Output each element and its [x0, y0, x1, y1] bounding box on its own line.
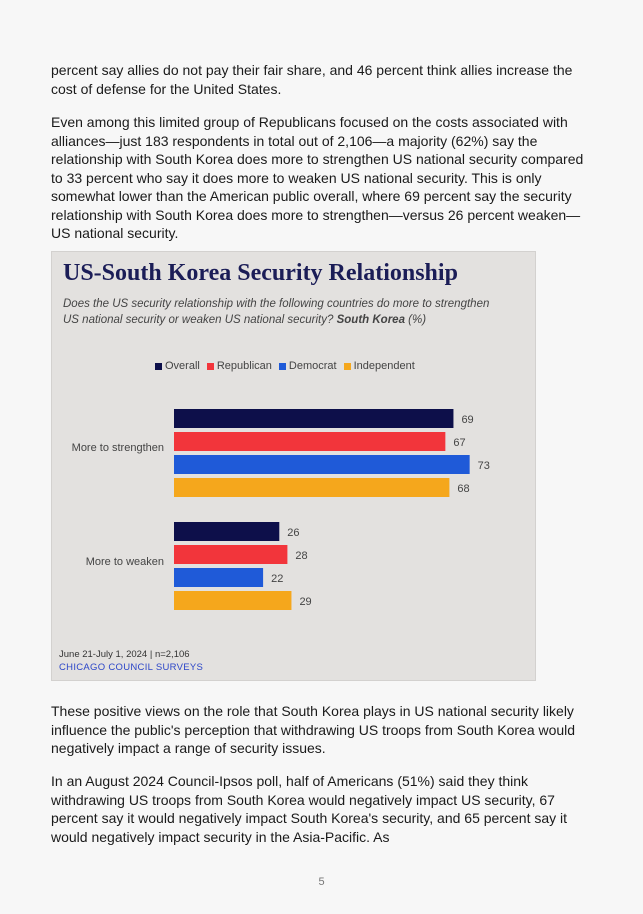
bar-overall-more-to-strengthen: [174, 409, 453, 428]
subtitle-unit: (%): [408, 313, 427, 326]
bar-democrat-more-to-strengthen: [174, 455, 470, 474]
value-label-overall-more-to-weaken: 26: [287, 527, 300, 539]
chart-source: June 21-July 1, 2024 | n=2,106: [59, 649, 190, 660]
chart-title: US-South Korea Security Relationship: [63, 260, 458, 286]
legend-label-overall: Overall: [165, 360, 200, 372]
chart-brand: CHICAGO COUNCIL SURVEYS: [59, 662, 204, 673]
value-label-republican-more-to-strengthen: 67: [453, 437, 466, 449]
paragraph-intro: percent say allies do not pay their fair share, and 46 percent think allies increase the cost of defense for the United States.: [51, 62, 573, 97]
legend-label-independent: Independent: [353, 360, 415, 372]
value-label-democrat-more-to-strengthen: 73: [477, 460, 490, 472]
value-label-independent-more-to-weaken: 29: [299, 596, 312, 608]
chart-panel: [51, 251, 536, 681]
category-label-more-to-strengthen: More to strengthen: [71, 442, 164, 454]
bar-chart: [52, 252, 537, 682]
page-number: 5: [318, 876, 325, 888]
paragraph-poll: In an August 2024 Council-Ipsos poll, half of Americans (51%) said they think withdrawing US troops from South Korea would negatively impact US security, 67 percent say it would negatively impact South Korea's security, and 65 percent say it would negatively impact security in the Asia-Pacific. As: [51, 773, 568, 845]
subtitle-country: South Korea: [336, 313, 405, 326]
value-label-democrat-more-to-weaken: 22: [271, 573, 284, 585]
legend-label-republican: Republican: [216, 360, 272, 372]
legend-label-democrat: Democrat: [288, 360, 337, 372]
bar-democrat-more-to-weaken: [174, 568, 263, 587]
bar-republican-more-to-strengthen: [174, 432, 445, 451]
value-label-independent-more-to-strengthen: 68: [457, 483, 470, 495]
category-label-more-to-weaken: More to weaken: [85, 556, 164, 568]
bar-overall-more-to-weaken: [174, 522, 279, 541]
subtitle-question: Does the US security relationship with the following countries do more to strengthen US national security or weaken US national security?: [63, 298, 490, 326]
value-label-overall-more-to-strengthen: 69: [461, 414, 474, 426]
paragraph-republicans: Even among this limited group of Republicans focused on the costs associated with alliances—just 183 respondents in total out of 2,106—a majority (62%) say the relationship with South Korea does more to strengthen US national security compared to 33 percent who say it does more to weaken US national security. This is only somewhat lower than the American public overall, where 69 percent say the security relationship with South Korea does more to strengthen—versus 26 percent weaken—US national security.: [51, 114, 584, 241]
bar-independent-more-to-weaken: [174, 591, 291, 610]
paragraph-perception: These positive views on the role that South Korea plays in US national security likely influence the public's perception that withdrawing US troops from South Korea would negatively impact a range of security issues.: [51, 703, 576, 756]
bar-republican-more-to-weaken: [174, 545, 287, 564]
bar-independent-more-to-strengthen: [174, 478, 449, 497]
value-label-republican-more-to-weaken: 28: [295, 550, 308, 562]
